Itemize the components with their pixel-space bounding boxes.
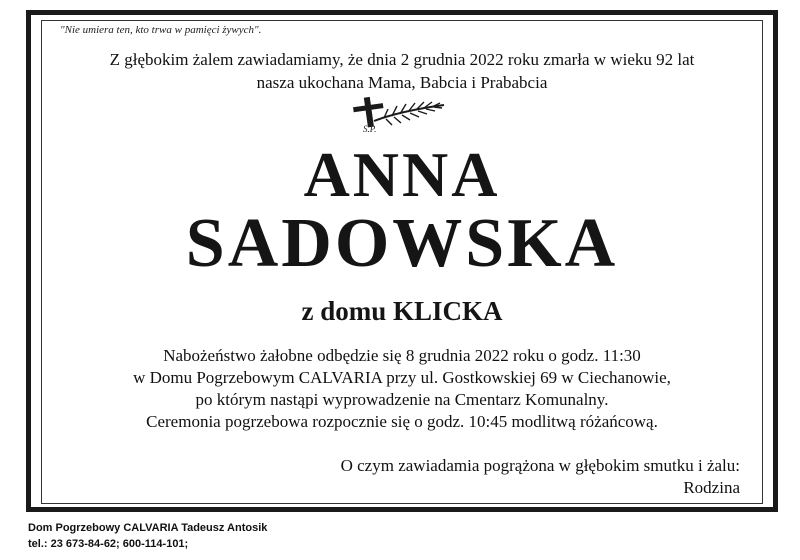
intro-line: nasza ukochana Mama, Babcia i Prababcia [256,73,548,92]
service-line: w Domu Pogrzebowym CALVARIA przy ul. Gostkowskiej 69 w Ciechanowie, [133,368,671,387]
emblem-label: S.P. [363,124,377,134]
closing-block [341,455,740,499]
closing-line: O czym zawiadamia pogrążona w głębokim smutku i żalu: [340,456,740,475]
announcement-intro [41,48,763,94]
funeral-home-footer [28,520,267,552]
funeral-service-details [41,345,763,433]
signature: Rodzina [683,478,740,497]
funeral-home-name: Dom Pogrzebowy CALVARIA Tadeusz Antosik [28,522,268,534]
intro-line: Z głębokim żalem zawiadamiamy, że dnia 2 grudnia 2022 roku zmarła w wieku 92 lat [109,50,695,69]
deceased-maiden-name: z domu KLICKA [301,296,503,326]
service-line: Nabożeństwo żałobne odbędzie się 8 grudnia 2022 roku o godz. 11:30 [163,346,641,365]
service-line: po którym nastąpi wyprowadzenie na Cmentarz Komunalny. [195,390,609,409]
motto-quote: "Nie umiera ten, kto trwa w pamięci żywych". [60,24,262,36]
deceased-first-name: ANNA [303,139,501,210]
funeral-home-phone: tel.: 23 673-84-62; 600-114-101; [28,538,189,550]
cross-with-palm-branch-icon [340,95,450,137]
service-line: Ceremonia pogrzebowa rozpocznie się o godz. 10:45 modlitwą różańcową. [146,412,658,431]
deceased-last-name: SADOWSKA [185,205,619,282]
